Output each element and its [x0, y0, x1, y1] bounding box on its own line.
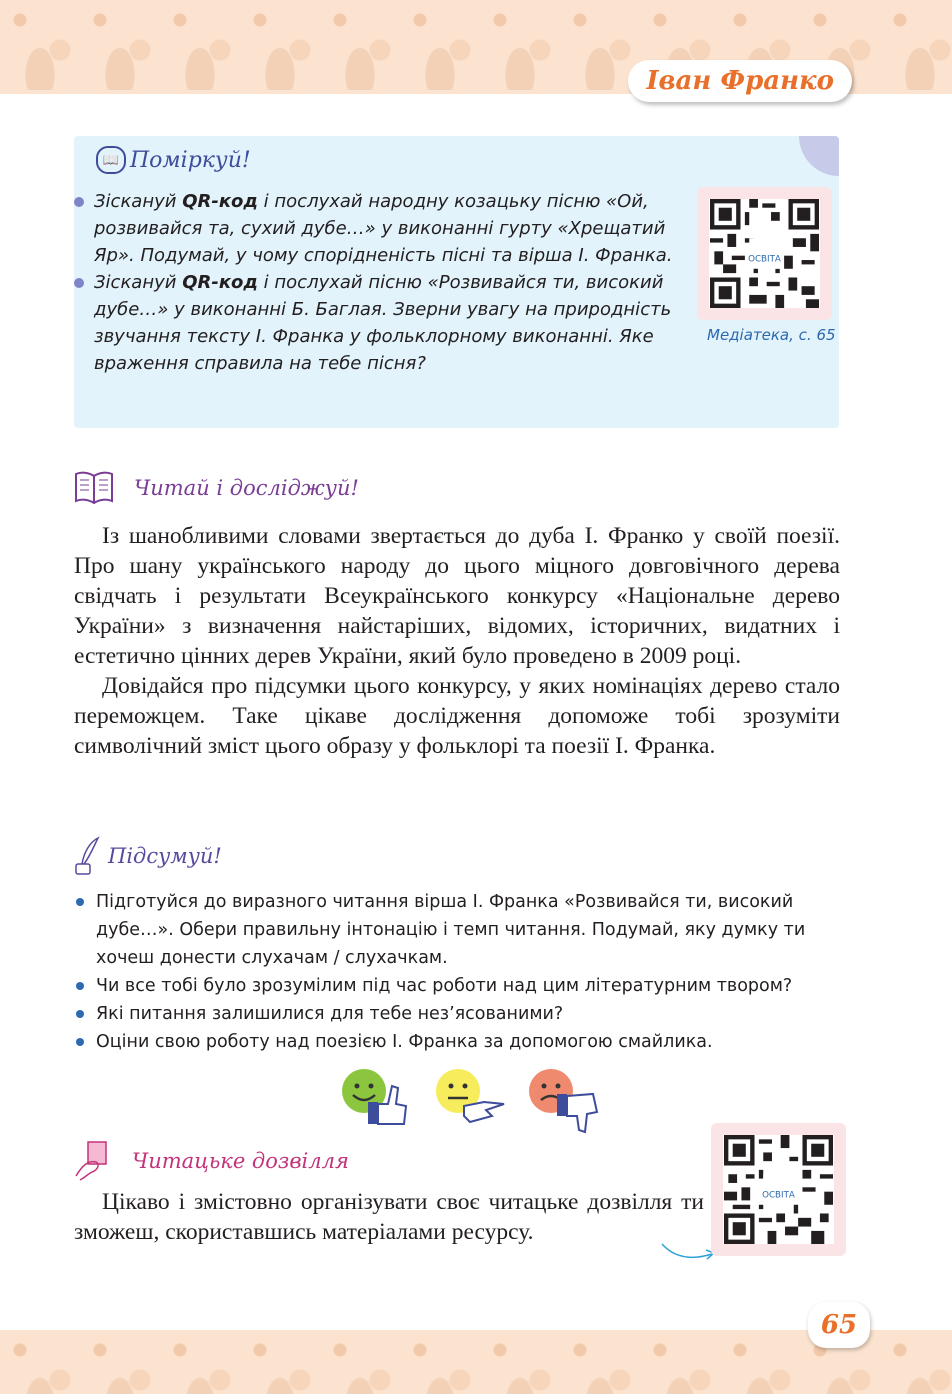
- corner-decoration: [799, 136, 839, 176]
- qr-code-icon: [723, 1135, 834, 1244]
- read-header: [74, 470, 359, 506]
- qr-caption: Медіатека, с. 65: [707, 326, 836, 344]
- read-paragraph-2: Довідайся про підсумки цього конкурсу, у яких номінаціях дерево стало переможцем. Таке цікаве дослідження допоможе тобі зрозуміти символічний зміст цього образу у фольклорі та поезії І. Франка.: [74, 673, 840, 759]
- bottom-ornament: [0, 1330, 952, 1394]
- summary-item-2: Чи все тобі було зрозумілим під час роботи над цим літературним твором?: [76, 972, 846, 1000]
- think-item-1: Зіскануй QR-код і послухай народну козацьку пісню «Ой, розвивайся та, сухий дубе…» у виконанні гурту «Хрещатий Яр». Подумай, у чому спорідненість пісні та вірша І. Франка.: [82, 188, 692, 269]
- summary-item-1: Підготуйся до виразного читання вірша І. Франка «Розвивайся ти, високий дубе…». Обери правильну інтонацію і темп читання. Подумай, яку думку ти хочеш донести слухачам / слухачкам.: [76, 888, 846, 972]
- summary-title: Підсумуй!: [108, 844, 222, 868]
- think-title: Поміркуй!: [130, 147, 251, 173]
- happy-smiley-icon[interactable]: [340, 1068, 410, 1130]
- qr-code-icon: [709, 199, 820, 308]
- think-header: [96, 146, 251, 174]
- quill-inkwell-icon: [74, 836, 102, 876]
- leisure-title: Читацьке дозвілля: [132, 1149, 349, 1173]
- author-tab: Іван Франко: [628, 60, 852, 102]
- think-list: [82, 188, 692, 377]
- svg-text:ОСВІТА: ОСВІТА: [748, 254, 781, 265]
- open-book-icon: [74, 470, 114, 506]
- read-body: [74, 521, 840, 761]
- qr-code-resource[interactable]: [711, 1123, 846, 1256]
- svg-text:ОСВІТА: ОСВІТА: [762, 1190, 795, 1201]
- think-item-2: Зіскануй QR-код і послухай пісню «Розвивайся ти, високий дубе…» у виконанні Б. Баглая. Зверни увагу на природність звучання тексту І. Франка у фольклорному виконанні. Яке враження справила на тебе пісня?: [82, 269, 692, 377]
- read-title: Читай і досліджуй!: [134, 476, 359, 500]
- read-paragraph-1: Із шанобливими словами звертається до дуба І. Франко у своїй поезії. Про шану українського народу до цього міцного довговічного дерева свідчать і результати Всеукраїнського конкурсу «Національне дерево України» з визначення найстаріших, відомих, історичних, видатних і естетично цінних дерев України, який було проведено в 2009 році.: [74, 523, 840, 669]
- summary-header: [74, 836, 222, 876]
- page-number: 65: [808, 1302, 870, 1348]
- sad-smiley-icon[interactable]: [527, 1068, 601, 1138]
- leisure-body: [74, 1187, 704, 1247]
- summary-item-4: Оціни свою роботу над поезією І. Франка за допомогою смайлика.: [76, 1028, 846, 1056]
- summary-item-3: Які питання залишилися для тебе нез’ясованими?: [76, 1000, 846, 1028]
- leisure-header: [74, 1140, 349, 1182]
- leisure-paragraph: Цікаво і змістовно організувати своє читацьке дозвілля ти зможеш, скориставшись матеріалами ресурсу.: [74, 1189, 704, 1245]
- hand-book-icon: [74, 1140, 112, 1182]
- qr-code-mediateka[interactable]: [697, 187, 832, 320]
- neutral-smiley-icon[interactable]: [434, 1068, 508, 1130]
- summary-list: [76, 888, 846, 1056]
- book-speech-icon: 📖: [96, 146, 126, 174]
